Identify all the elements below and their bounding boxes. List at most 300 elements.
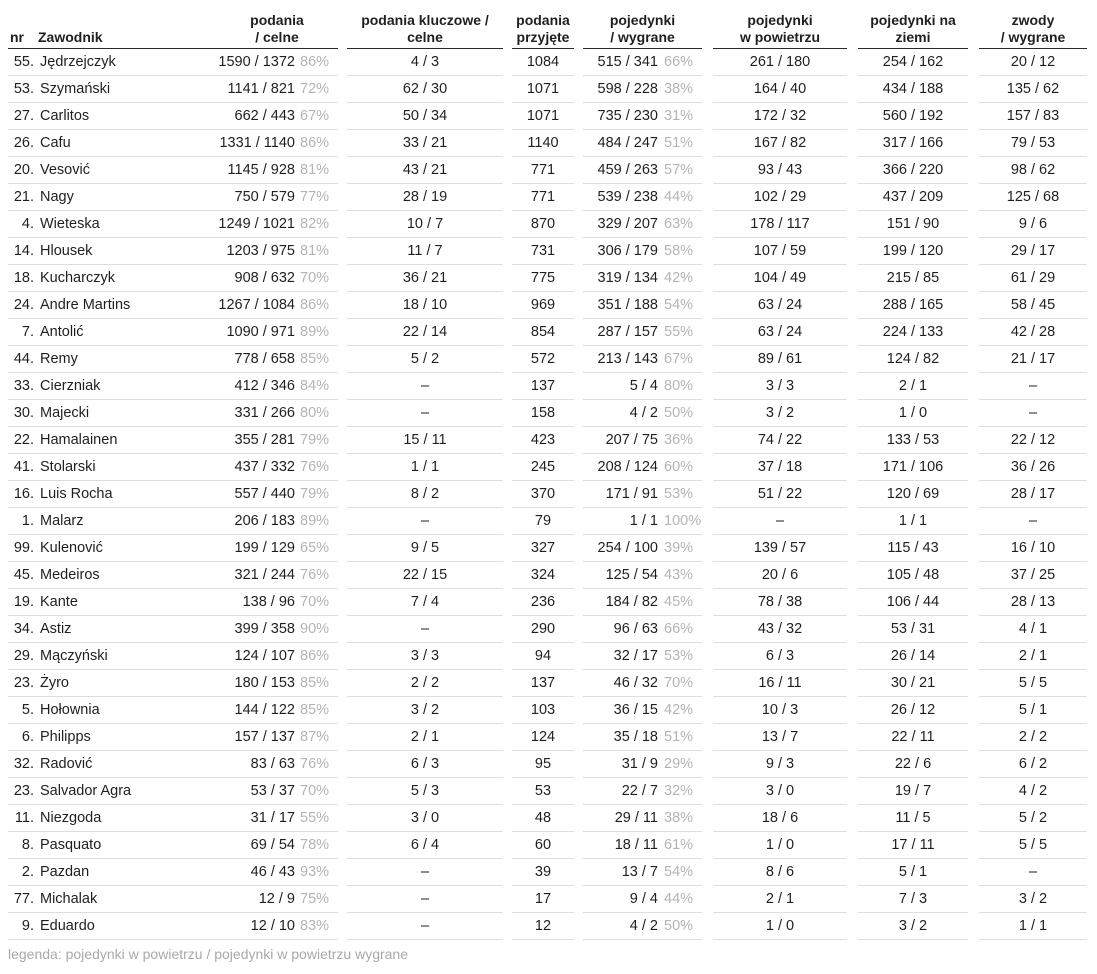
duels-percent: 42% — [664, 270, 694, 286]
passes-value: 144 / 122 — [234, 702, 295, 718]
passes-percent: 85% — [300, 675, 330, 691]
passes-value: 206 / 183 — [234, 513, 295, 529]
key-passes-cell: 22 / 14 — [347, 319, 503, 346]
duels-cell — [583, 481, 702, 508]
dribbles-cell: 3 / 2 — [979, 886, 1087, 913]
passes-value: 157 / 137 — [234, 729, 295, 745]
player-number: 23. — [8, 778, 34, 805]
player-name: Szymański — [34, 76, 216, 103]
duels-cell — [583, 157, 702, 184]
received-cell: 771 — [512, 157, 574, 184]
passes-value: 1249 / 1021 — [218, 216, 295, 232]
duels-cell — [583, 400, 702, 427]
player-number: 41. — [8, 454, 34, 481]
dribbles-cell: – — [979, 400, 1087, 427]
legend-note: legenda: pojedynki w powietrzu / pojedynki w powietrzu wygrane — [8, 946, 408, 962]
player-number: 18. — [8, 265, 34, 292]
received-cell: 158 — [512, 400, 574, 427]
ground-duels-cell: 120 / 69 — [858, 481, 968, 508]
player-number: 44. — [8, 346, 34, 373]
duels-percent: 60% — [664, 459, 694, 475]
duels-value: 184 / 82 — [605, 594, 658, 610]
passes-cell — [216, 76, 338, 103]
duels-value: 4 / 2 — [629, 405, 658, 421]
header-player: Zawodnik — [34, 6, 216, 49]
received-cell: 327 — [512, 535, 574, 562]
received-cell: 12 — [512, 913, 574, 940]
duels-value: 32 / 17 — [613, 648, 658, 664]
passes-cell — [216, 157, 338, 184]
passes-value: 437 / 332 — [234, 459, 295, 475]
table-row — [8, 616, 1087, 643]
player-number: 77. — [8, 886, 34, 913]
duels-percent: 51% — [664, 729, 694, 745]
aerial-duels-cell: 63 / 24 — [713, 292, 847, 319]
received-cell: 60 — [512, 832, 574, 859]
passes-percent: 81% — [300, 243, 330, 259]
header-ground-duels: pojedynki na ziemi — [858, 6, 968, 49]
duels-percent: 54% — [664, 297, 694, 313]
passes-percent: 84% — [300, 378, 330, 394]
duels-cell — [583, 832, 702, 859]
passes-value: 908 / 632 — [234, 270, 295, 286]
duels-cell — [583, 184, 702, 211]
passes-percent: 85% — [300, 702, 330, 718]
ground-duels-cell: 30 / 21 — [858, 670, 968, 697]
duels-percent: 38% — [664, 81, 694, 97]
duels-percent: 42% — [664, 702, 694, 718]
duels-cell — [583, 805, 702, 832]
player-name: Luis Rocha — [34, 481, 216, 508]
duels-percent: 55% — [664, 324, 694, 340]
aerial-duels-cell: 13 / 7 — [713, 724, 847, 751]
key-passes-cell: 4 / 3 — [347, 49, 503, 76]
duels-percent: 70% — [664, 675, 694, 691]
player-name: Mączyński — [34, 643, 216, 670]
player-number: 2. — [8, 859, 34, 886]
duels-percent: 31% — [664, 108, 694, 124]
passes-cell — [216, 778, 338, 805]
duels-value: 515 / 341 — [597, 54, 658, 70]
key-passes-cell: 18 / 10 — [347, 292, 503, 319]
ground-duels-cell: 3 / 2 — [858, 913, 968, 940]
header-received: podania przyjęte — [512, 6, 574, 49]
player-name: Hamalainen — [34, 427, 216, 454]
duels-value: 4 / 2 — [629, 918, 658, 934]
passes-value: 1145 / 928 — [227, 162, 295, 178]
player-number: 45. — [8, 562, 34, 589]
passes-value: 1590 / 1372 — [218, 54, 295, 70]
passes-cell — [216, 454, 338, 481]
passes-cell — [216, 724, 338, 751]
player-name: Cafu — [34, 130, 216, 157]
player-number: 32. — [8, 751, 34, 778]
ground-duels-cell: 199 / 120 — [858, 238, 968, 265]
passes-value: 124 / 107 — [234, 648, 295, 664]
passes-cell — [216, 373, 338, 400]
duels-cell — [583, 211, 702, 238]
received-cell: 94 — [512, 643, 574, 670]
aerial-duels-cell: 9 / 3 — [713, 751, 847, 778]
duels-percent: 54% — [664, 864, 694, 880]
aerial-duels-cell: 16 / 11 — [713, 670, 847, 697]
table-row — [8, 535, 1087, 562]
passes-value: 412 / 346 — [234, 378, 295, 394]
player-number: 16. — [8, 481, 34, 508]
ground-duels-cell: 26 / 14 — [858, 643, 968, 670]
dribbles-cell: 20 / 12 — [979, 49, 1087, 76]
player-name: Wieteska — [34, 211, 216, 238]
key-passes-cell: 3 / 2 — [347, 697, 503, 724]
dribbles-cell: – — [979, 508, 1087, 535]
duels-value: 171 / 91 — [605, 486, 658, 502]
aerial-duels-cell: 2 / 1 — [713, 886, 847, 913]
passes-value: 778 / 658 — [234, 351, 295, 367]
dribbles-cell: – — [979, 859, 1087, 886]
player-number: 9. — [8, 913, 34, 940]
received-cell: 290 — [512, 616, 574, 643]
duels-cell — [583, 562, 702, 589]
received-cell: 854 — [512, 319, 574, 346]
duels-cell — [583, 508, 702, 535]
player-number: 6. — [8, 724, 34, 751]
ground-duels-cell: 115 / 43 — [858, 535, 968, 562]
player-number: 4. — [8, 211, 34, 238]
player-number: 11. — [8, 805, 34, 832]
dribbles-cell: 28 / 13 — [979, 589, 1087, 616]
received-cell: 771 — [512, 184, 574, 211]
dribbles-cell: 28 / 17 — [979, 481, 1087, 508]
duels-cell — [583, 697, 702, 724]
passes-value: 1267 / 1084 — [218, 297, 295, 313]
key-passes-cell: 50 / 34 — [347, 103, 503, 130]
passes-cell — [216, 103, 338, 130]
duels-value: 329 / 207 — [597, 216, 658, 232]
passes-value: 53 / 37 — [250, 783, 295, 799]
duels-percent: 43% — [664, 567, 694, 583]
passes-percent: 89% — [300, 513, 330, 529]
key-passes-cell: – — [347, 859, 503, 886]
player-number: 33. — [8, 373, 34, 400]
table-row — [8, 778, 1087, 805]
player-name: Carlitos — [34, 103, 216, 130]
duels-value: 306 / 179 — [597, 243, 658, 259]
passes-value: 355 / 281 — [234, 432, 295, 448]
aerial-duels-cell: – — [713, 508, 847, 535]
duels-cell — [583, 292, 702, 319]
duels-percent: 50% — [664, 405, 694, 421]
duels-percent: 67% — [664, 351, 694, 367]
player-number: 34. — [8, 616, 34, 643]
table-row — [8, 76, 1087, 103]
player-name: Hlousek — [34, 238, 216, 265]
passes-percent: 70% — [300, 783, 330, 799]
player-number: 8. — [8, 832, 34, 859]
player-name: Malarz — [34, 508, 216, 535]
player-name: Cierzniak — [34, 373, 216, 400]
duels-value: 207 / 75 — [605, 432, 658, 448]
key-passes-cell: 62 / 30 — [347, 76, 503, 103]
passes-percent: 75% — [300, 891, 330, 907]
player-name: Kulenović — [34, 535, 216, 562]
table-row — [8, 211, 1087, 238]
received-cell: 775 — [512, 265, 574, 292]
dribbles-cell: 5 / 2 — [979, 805, 1087, 832]
received-cell: 423 — [512, 427, 574, 454]
aerial-duels-cell: 78 / 38 — [713, 589, 847, 616]
passes-value: 1203 / 975 — [226, 243, 295, 259]
dribbles-cell: 37 / 25 — [979, 562, 1087, 589]
ground-duels-cell: 254 / 162 — [858, 49, 968, 76]
passes-percent: 70% — [300, 270, 330, 286]
table-row — [8, 589, 1087, 616]
player-name: Kante — [34, 589, 216, 616]
passes-value: 31 / 17 — [250, 810, 295, 826]
player-name: Michalak — [34, 886, 216, 913]
passes-percent: 77% — [300, 189, 330, 205]
player-name: Remy — [34, 346, 216, 373]
passes-percent: 67% — [300, 108, 330, 124]
aerial-duels-cell: 89 / 61 — [713, 346, 847, 373]
received-cell: 324 — [512, 562, 574, 589]
received-cell: 1071 — [512, 76, 574, 103]
passes-cell — [216, 49, 338, 76]
duels-value: 351 / 188 — [597, 297, 658, 313]
aerial-duels-cell: 139 / 57 — [713, 535, 847, 562]
key-passes-cell: 43 / 21 — [347, 157, 503, 184]
dribbles-cell: 98 / 62 — [979, 157, 1087, 184]
ground-duels-cell: 434 / 188 — [858, 76, 968, 103]
passes-percent: 76% — [300, 459, 330, 475]
passes-cell — [216, 859, 338, 886]
player-number: 5. — [8, 697, 34, 724]
key-passes-cell: 6 / 3 — [347, 751, 503, 778]
duels-percent: 44% — [664, 891, 694, 907]
dribbles-cell: 5 / 5 — [979, 670, 1087, 697]
dribbles-cell: 4 / 2 — [979, 778, 1087, 805]
duels-percent: 57% — [664, 162, 694, 178]
duels-value: 125 / 54 — [605, 567, 658, 583]
key-passes-cell: 36 / 21 — [347, 265, 503, 292]
aerial-duels-cell: 6 / 3 — [713, 643, 847, 670]
aerial-duels-cell: 37 / 18 — [713, 454, 847, 481]
passes-cell — [216, 670, 338, 697]
table-body — [8, 49, 1087, 940]
passes-percent: 81% — [300, 162, 330, 178]
passes-cell — [216, 886, 338, 913]
passes-cell — [216, 319, 338, 346]
received-cell: 39 — [512, 859, 574, 886]
table-row — [8, 832, 1087, 859]
duels-value: 254 / 100 — [597, 540, 658, 556]
duels-percent: 44% — [664, 189, 694, 205]
player-name: Majecki — [34, 400, 216, 427]
ground-duels-cell: 560 / 192 — [858, 103, 968, 130]
key-passes-cell: 2 / 2 — [347, 670, 503, 697]
passes-percent: 80% — [300, 405, 330, 421]
duels-percent: 53% — [664, 648, 694, 664]
ground-duels-cell: 288 / 165 — [858, 292, 968, 319]
table-row — [8, 697, 1087, 724]
table-row — [8, 508, 1087, 535]
aerial-duels-cell: 8 / 6 — [713, 859, 847, 886]
aerial-duels-cell: 167 / 82 — [713, 130, 847, 157]
key-passes-cell: 33 / 21 — [347, 130, 503, 157]
dribbles-cell: 2 / 2 — [979, 724, 1087, 751]
table-row — [8, 886, 1087, 913]
player-name: Hołownia — [34, 697, 216, 724]
passes-value: 399 / 358 — [234, 621, 295, 637]
table-row — [8, 265, 1087, 292]
received-cell: 48 — [512, 805, 574, 832]
player-number: 23. — [8, 670, 34, 697]
received-cell: 124 — [512, 724, 574, 751]
player-number: 1. — [8, 508, 34, 535]
passes-cell — [216, 481, 338, 508]
player-number: 21. — [8, 184, 34, 211]
aerial-duels-cell: 20 / 6 — [713, 562, 847, 589]
passes-percent: 85% — [300, 351, 330, 367]
duels-percent: 66% — [664, 621, 694, 637]
passes-percent: 78% — [300, 837, 330, 853]
received-cell: 870 — [512, 211, 574, 238]
passes-percent: 72% — [300, 81, 330, 97]
duels-cell — [583, 103, 702, 130]
received-cell: 245 — [512, 454, 574, 481]
received-cell: 731 — [512, 238, 574, 265]
duels-cell — [583, 265, 702, 292]
passes-percent: 79% — [300, 486, 330, 502]
passes-value: 1141 / 821 — [227, 81, 295, 97]
passes-cell — [216, 913, 338, 940]
key-passes-cell: 2 / 1 — [347, 724, 503, 751]
dribbles-cell: 135 / 62 — [979, 76, 1087, 103]
key-passes-cell: 15 / 11 — [347, 427, 503, 454]
received-cell: 1140 — [512, 130, 574, 157]
duels-percent: 66% — [664, 54, 694, 70]
passes-percent: 86% — [300, 135, 330, 151]
duels-cell — [583, 346, 702, 373]
passes-cell — [216, 400, 338, 427]
ground-duels-cell: 105 / 48 — [858, 562, 968, 589]
ground-duels-cell: 124 / 82 — [858, 346, 968, 373]
table-row — [8, 49, 1087, 76]
dribbles-cell: 22 / 12 — [979, 427, 1087, 454]
table-row — [8, 670, 1087, 697]
ground-duels-cell: 1 / 0 — [858, 400, 968, 427]
key-passes-cell: 28 / 19 — [347, 184, 503, 211]
player-number: 24. — [8, 292, 34, 319]
duels-percent: 39% — [664, 540, 694, 556]
player-name: Stolarski — [34, 454, 216, 481]
passes-value: 46 / 43 — [250, 864, 295, 880]
passes-value: 12 / 9 — [258, 891, 295, 907]
ground-duels-cell: 22 / 11 — [858, 724, 968, 751]
passes-percent: 82% — [300, 216, 330, 232]
table-row — [8, 913, 1087, 940]
passes-cell — [216, 535, 338, 562]
passes-percent: 65% — [300, 540, 330, 556]
duels-percent: 53% — [664, 486, 694, 502]
ground-duels-cell: 2 / 1 — [858, 373, 968, 400]
duels-value: 13 / 7 — [621, 864, 658, 880]
table-row — [8, 130, 1087, 157]
dribbles-cell: 9 / 6 — [979, 211, 1087, 238]
passes-cell — [216, 643, 338, 670]
passes-percent: 70% — [300, 594, 330, 610]
player-name: Andre Martins — [34, 292, 216, 319]
passes-percent: 87% — [300, 729, 330, 745]
dribbles-cell: 16 / 10 — [979, 535, 1087, 562]
table-row — [8, 373, 1087, 400]
passes-value: 180 / 153 — [234, 675, 295, 691]
aerial-duels-cell: 172 / 32 — [713, 103, 847, 130]
passes-cell — [216, 562, 338, 589]
received-cell: 1071 — [512, 103, 574, 130]
table-row — [8, 562, 1087, 589]
duels-cell — [583, 238, 702, 265]
passes-value: 662 / 443 — [234, 108, 295, 124]
player-number: 22. — [8, 427, 34, 454]
passes-value: 331 / 266 — [234, 405, 295, 421]
dribbles-cell: 125 / 68 — [979, 184, 1087, 211]
table-header — [8, 6, 1087, 49]
aerial-duels-cell: 107 / 59 — [713, 238, 847, 265]
key-passes-cell: 7 / 4 — [347, 589, 503, 616]
player-number: 20. — [8, 157, 34, 184]
passes-percent: 86% — [300, 297, 330, 313]
passes-percent: 86% — [300, 54, 330, 70]
duels-cell — [583, 643, 702, 670]
aerial-duels-cell: 3 / 0 — [713, 778, 847, 805]
aerial-duels-cell: 1 / 0 — [713, 913, 847, 940]
dribbles-cell: 58 / 45 — [979, 292, 1087, 319]
received-cell: 17 — [512, 886, 574, 913]
key-passes-cell: 10 / 7 — [347, 211, 503, 238]
player-name: Antolić — [34, 319, 216, 346]
duels-cell — [583, 616, 702, 643]
passes-percent: 79% — [300, 432, 330, 448]
key-passes-cell: 11 / 7 — [347, 238, 503, 265]
ground-duels-cell: 171 / 106 — [858, 454, 968, 481]
player-number: 53. — [8, 76, 34, 103]
duels-value: 46 / 32 — [613, 675, 658, 691]
table-row — [8, 859, 1087, 886]
player-name: Żyro — [34, 670, 216, 697]
duels-cell — [583, 373, 702, 400]
player-number: 99. — [8, 535, 34, 562]
duels-value: 735 / 230 — [597, 108, 658, 124]
dribbles-cell: 4 / 1 — [979, 616, 1087, 643]
received-cell: 370 — [512, 481, 574, 508]
aerial-duels-cell: 1 / 0 — [713, 832, 847, 859]
duels-value: 36 / 15 — [613, 702, 658, 718]
dribbles-cell: 1 / 1 — [979, 913, 1087, 940]
received-cell: 79 — [512, 508, 574, 535]
duels-value: 1 / 1 — [629, 513, 658, 529]
table-row — [8, 400, 1087, 427]
aerial-duels-cell: 3 / 2 — [713, 400, 847, 427]
player-number: 26. — [8, 130, 34, 157]
duels-percent: 50% — [664, 918, 694, 934]
aerial-duels-cell: 74 / 22 — [713, 427, 847, 454]
duels-cell — [583, 589, 702, 616]
duels-cell — [583, 751, 702, 778]
table-row — [8, 427, 1087, 454]
table-row — [8, 724, 1087, 751]
passes-cell — [216, 265, 338, 292]
passes-cell — [216, 697, 338, 724]
